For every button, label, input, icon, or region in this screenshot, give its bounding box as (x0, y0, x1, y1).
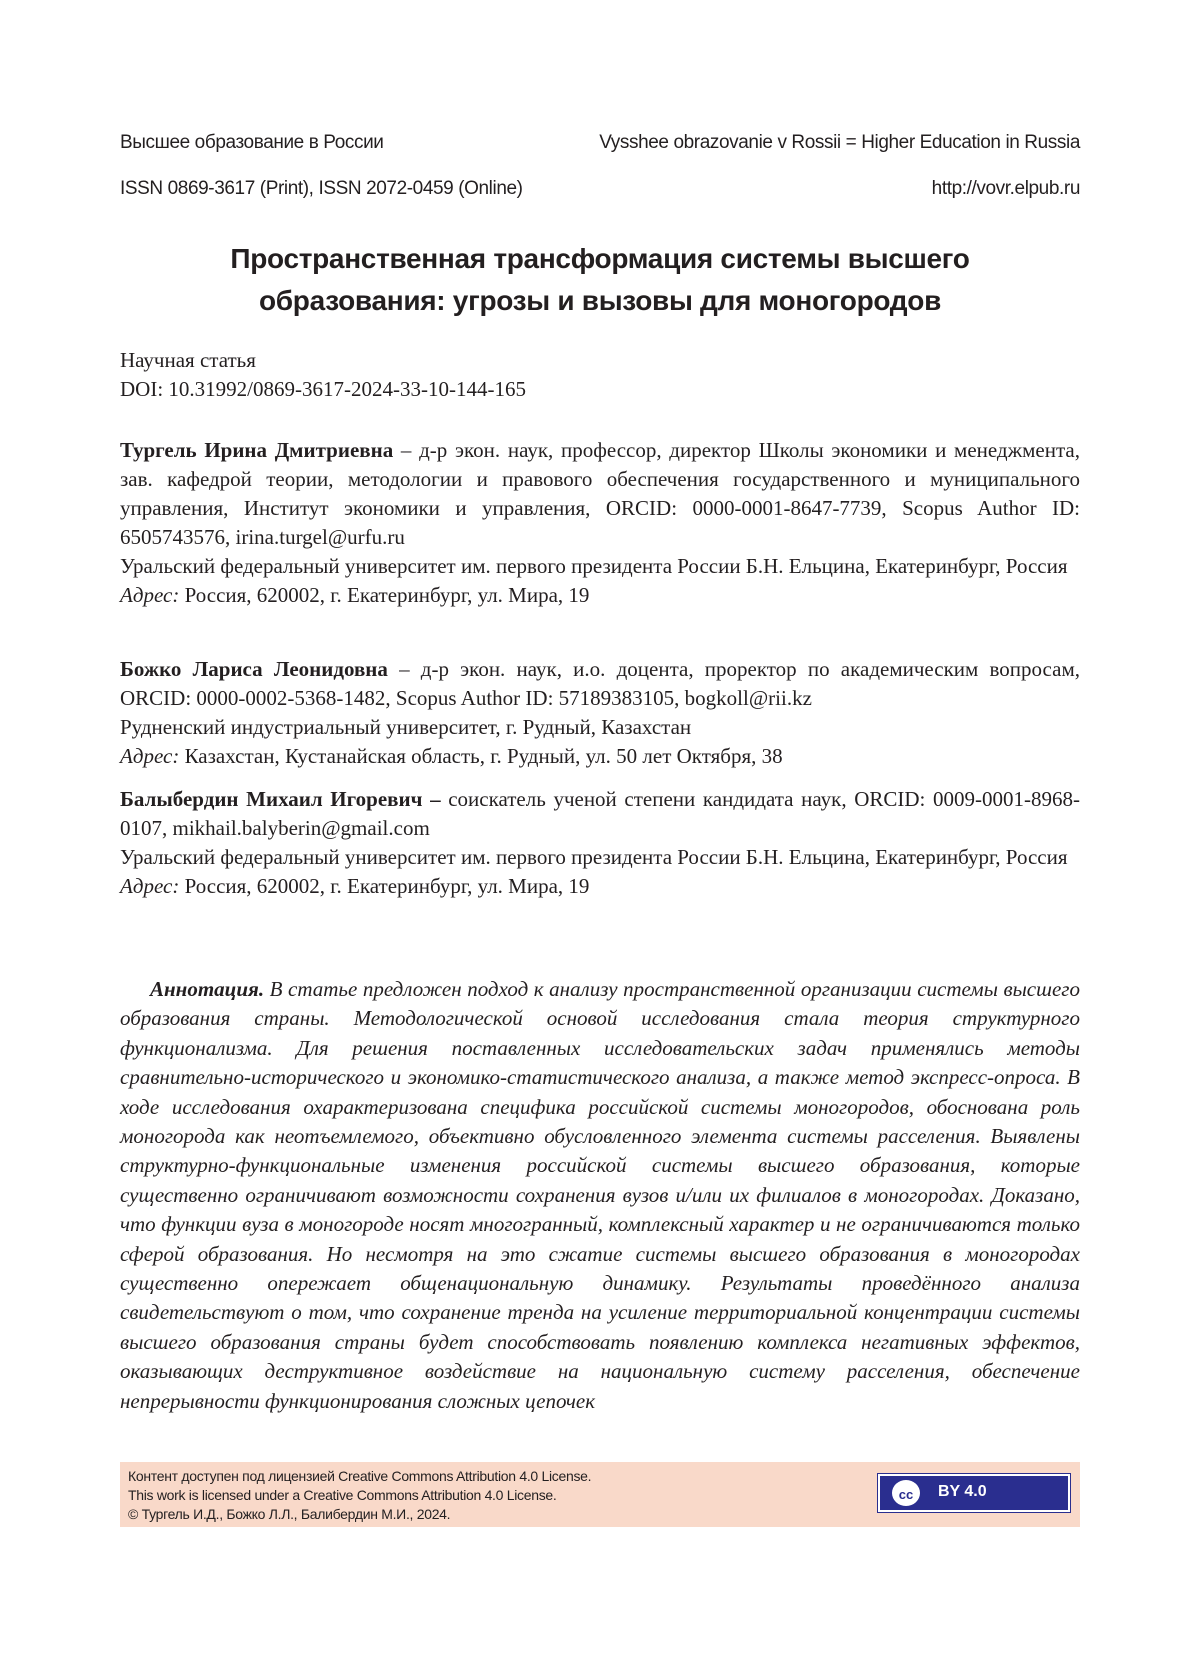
title-line-2: образования: угрозы и вызовы для моногородов (258, 285, 941, 316)
author-affiliation: Уральский федеральный университет им. первого президента России Б.Н. Ельцина, Екатеринбург, Россия (120, 845, 1068, 869)
cc-by-label: BY 4.0 (938, 1483, 987, 1500)
issn-text: ISSN 0869-3617 (Print), ISSN 2072-0459 (Online) (120, 178, 523, 199)
author-details: – д-р экон. наук, и.о. доцента, проректор по академическим вопросам, ORCID: 0000-0002-5368-1482, Scopus Author ID: 57189383105, bogkoll@rii.kz (120, 657, 1080, 710)
journal-title-en: Vysshee obrazovanie v Rossii = Higher Education in Russia (599, 132, 1080, 153)
author-block-3 (120, 785, 1080, 901)
author-info (120, 655, 1080, 713)
author-name: Тургель Ирина Дмитриевна (120, 438, 394, 462)
license-box (120, 1462, 1080, 1527)
author-info (120, 436, 1080, 552)
cc-icon: cc (892, 1480, 920, 1506)
abstract-text: В статье предложен подход к анализу пространственной организации системы высшего образования страны. Методологической основой исследования стала теория структурного функционализма. Для решения поставленных исследовательских задач применялись методы сравнительно-исторического и экономико-статистического анализа, а также метод экспресс-опроса. В ходе исследования охарактеризована специфика российской системы моногородов, обоснована роль моногорода как неотъемлемого, объективно обусловленного элемента системы расселения. Выявлены структурно-функциональные изменения российской системы высшего образования, которые существенно ограничивают возможности сохранения вузов и/или их филиалов в моногородах. Доказано, что функции вуза в моногороде носят многогранный, комплексный характер и не ограничиваются только сферой образования. Но несмотря на это сжатие системы высшего образования в моногородах существенно опережает общенациональную динамику. Результаты проведённого анализа свидетельствуют о том, что сохранение тренда на усиление территориальной концентрации системы высшего образования страны будет способствовать появлению комплекса негативных эффектов, оказывающих деструктивное воздействие на национальную систему расселения, обеспечение непрерывности функционирования сложных цепочек (120, 977, 1080, 1413)
abstract-paragraph (120, 975, 1080, 1416)
author-info (120, 785, 1080, 843)
author-details: – д-р экон. наук, профессор, директор Школы экономики и менеджмента, зав. кафедрой теории, методологии и правового обеспечения государственного и муниципального управления, Институт экономики и управления, ORCID: 0000-0001-8647-7739, Scopus Author ID: 6505743576, irina.turgel@urfu.ru (120, 438, 1080, 549)
author-block-1 (120, 436, 1080, 610)
article-type: Научная статья (120, 348, 256, 372)
address-label: Адрес: (120, 744, 180, 768)
title-line-1: Пространственная трансформация системы высшего (230, 243, 970, 274)
address-value: Россия, 620002, г. Екатеринбург, ул. Мира, 19 (179, 874, 590, 898)
address-label: Адрес: (120, 583, 180, 607)
address-value: Россия, 620002, г. Екатеринбург, ул. Мира, 19 (179, 583, 590, 607)
license-line-ru: Контент доступен под лицензией Creative Commons Attribution 4.0 License. (128, 1468, 592, 1484)
author-block-2 (120, 655, 1080, 771)
address-value: Казахстан, Кустанайская область, г. Рудный, ул. 50 лет Октября, 38 (179, 744, 783, 768)
issn-header (120, 178, 1080, 200)
author-address (120, 872, 1080, 901)
copyright-line: © Тургель И.Д., Божко Л.Л., Балибердин М.И., 2024. (128, 1506, 451, 1522)
author-details: соискатель ученой степени кандидата наук, ORCID: 0009-0001-8968-0107, mikhail.balyberin@gmail.com (120, 787, 1080, 840)
article-doi-link[interactable]: DOI: 10.31992/0869-3617-2024-33-10-144-165 (120, 377, 526, 401)
author-affiliation: Рудненский индустриальный университет, г. Рудный, Казахстан (120, 715, 692, 739)
cc-by-badge[interactable] (878, 1474, 1070, 1512)
journal-header (120, 132, 1080, 154)
journal-title-ru: Высшее образование в России (120, 132, 384, 153)
author-affiliation: Уральский федеральный университет им. первого президента России Б.Н. Ельцина, Екатеринбург, Россия (120, 554, 1068, 578)
author-name: Балыбердин Михаил Игоревич – (120, 787, 441, 811)
article-title (120, 238, 1080, 322)
license-line-en: This work is licensed under a Creative Commons Attribution 4.0 License. (128, 1487, 557, 1503)
author-address (120, 581, 1080, 610)
article-meta (120, 346, 1080, 404)
author-address (120, 742, 1080, 771)
author-name: Божко Лариса Леонидовна (120, 657, 388, 681)
journal-url-link[interactable]: http://vovr.elpub.ru (931, 178, 1080, 199)
license-text (128, 1467, 591, 1524)
address-label: Адрес: (120, 874, 180, 898)
abstract-label: Аннотация. (150, 977, 265, 1001)
